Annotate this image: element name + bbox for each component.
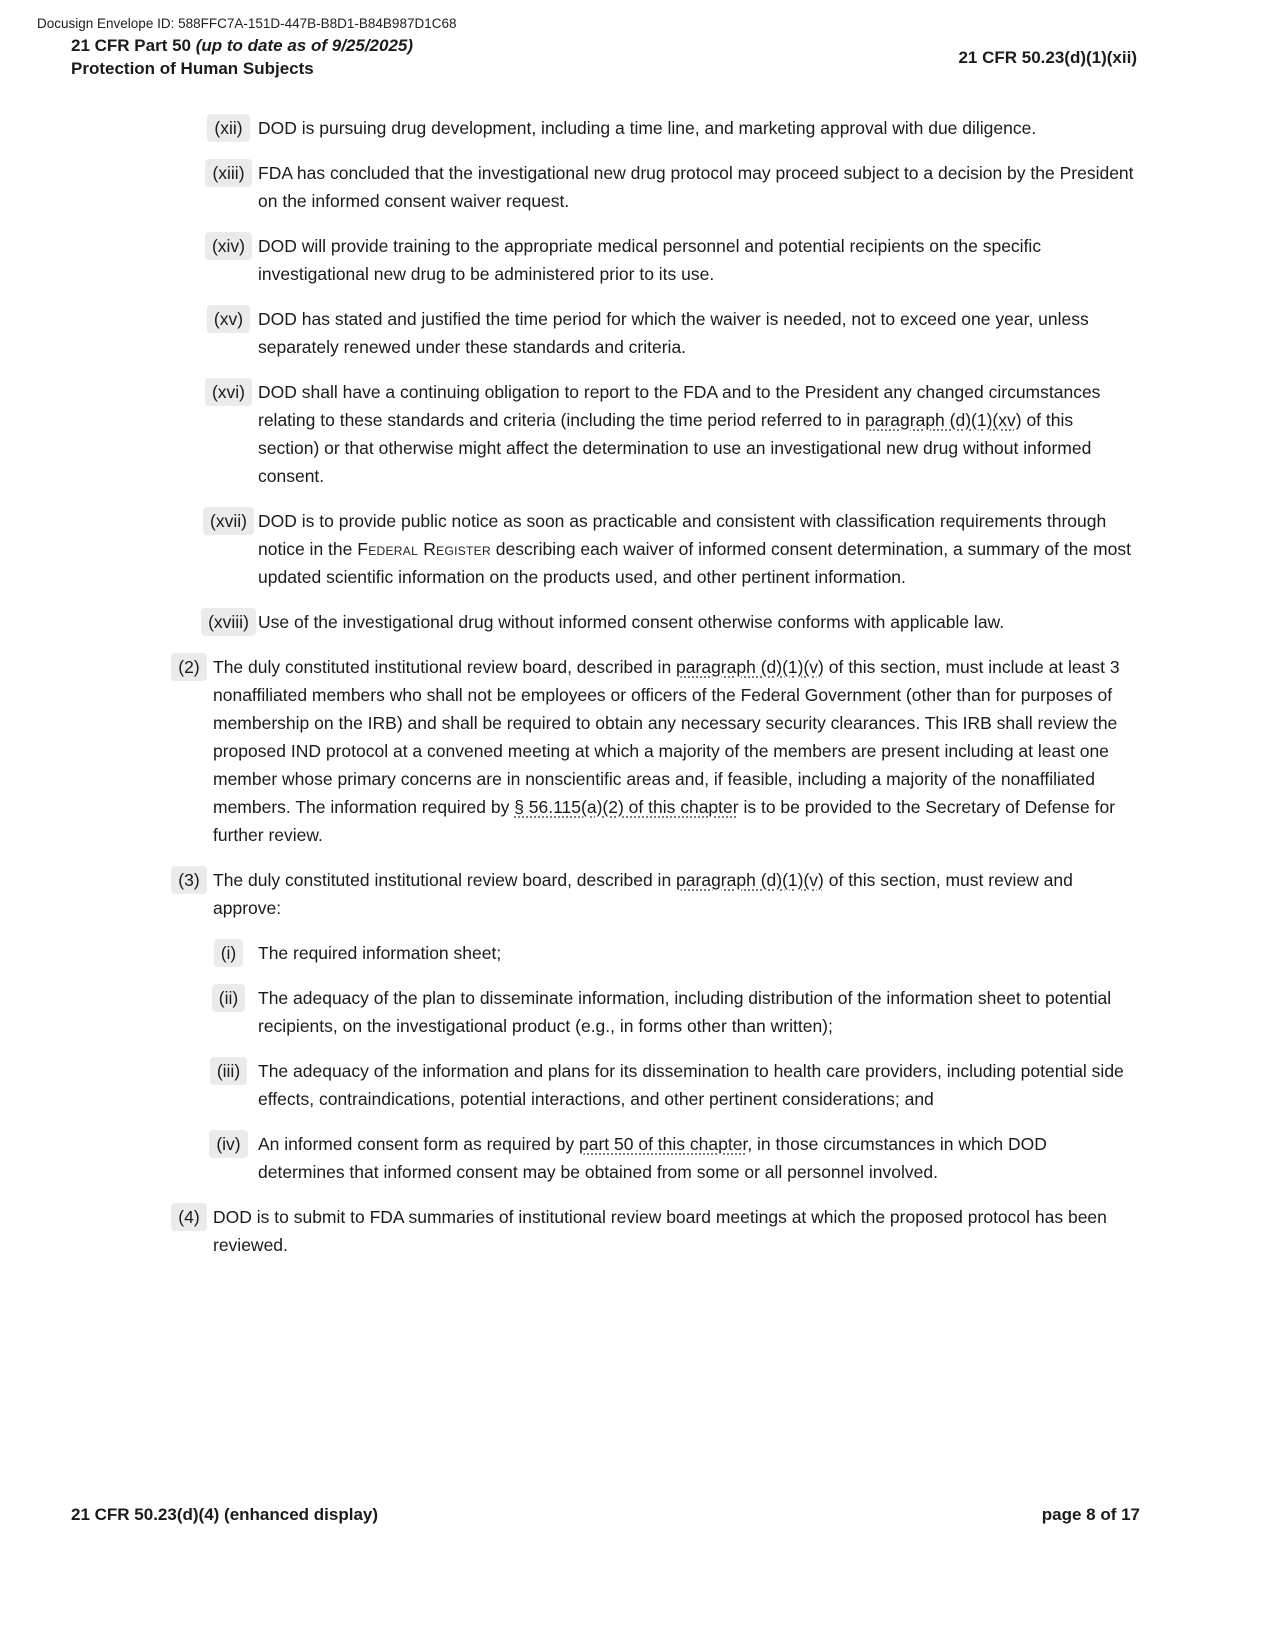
paragraph-label-cell: [199, 507, 258, 535]
paragraph-label: (xii): [207, 114, 249, 142]
paragraph: [165, 866, 1137, 922]
text-run: An informed consent form as required by: [258, 1134, 579, 1154]
paragraph-text: [258, 305, 1137, 361]
federal-register-smallcaps: Federal Register: [357, 539, 491, 559]
document-title: [71, 35, 413, 58]
text-run: The required information sheet;: [258, 943, 502, 963]
text-run: The duly constituted institutional review board, described in: [213, 870, 677, 890]
document-title-block: [71, 35, 413, 80]
text-run: The adequacy of the plan to disseminate information, including distribution of the information sheet to potential recipients, on the investigational product (e.g., in forms other than written);: [258, 988, 1112, 1036]
paragraph-label-cell: [165, 653, 213, 681]
paragraph-text: [258, 608, 1137, 636]
footer-page-number: page 8 of 17: [1041, 1505, 1140, 1524]
paragraph: [199, 1130, 1137, 1186]
paragraph-label: (ii): [212, 984, 245, 1012]
paragraph-text: [258, 1130, 1137, 1186]
paragraph-label: (xv): [207, 305, 250, 333]
running-section-reference: 21 CFR 50.23(d)(1)(xii): [958, 47, 1137, 67]
cfr-reference-link[interactable]: part 50 of this chapter: [579, 1134, 748, 1154]
text-run: DOD is to provide public notice as soon as practicable and consistent with classification requirements through notice in the: [258, 511, 1107, 559]
paragraph-label: (i): [214, 939, 244, 967]
paragraph-label-cell: [199, 1130, 258, 1158]
paragraph-label-cell: [199, 305, 258, 333]
text-run: DOD is to submit to FDA summaries of institutional review board meetings at which the proposed protocol has been reviewed.: [213, 1207, 1107, 1255]
paragraph-label: (2): [171, 653, 206, 681]
text-run: The duly constituted institutional review board, described in: [213, 657, 677, 677]
text-run: DOD is pursuing drug development, including a time line, and marketing approval with due diligence.: [258, 118, 1037, 138]
paragraph-text: [213, 1203, 1137, 1259]
paragraph: [199, 305, 1137, 361]
page-footer: [0, 1505, 1275, 1525]
text-run: of this section, must review and approve:: [213, 870, 1073, 918]
paragraph: [165, 1203, 1137, 1259]
paragraph-text: [213, 866, 1137, 922]
document-title-main: 21 CFR Part 50: [71, 36, 196, 55]
document-body: [0, 80, 1275, 1259]
text-run: describing each waiver of informed consent determination, a summary of the most updated scientific information on the products used, and other pertinent information.: [258, 539, 1131, 587]
cfr-reference-link[interactable]: paragraph (d)(1)(v): [676, 870, 824, 890]
paragraph-label: (xviii): [201, 608, 256, 636]
paragraph: [199, 939, 1137, 967]
paragraph: [199, 984, 1137, 1040]
page-header: [0, 0, 1275, 80]
document-title-date: (up to date as of 9/25/2025): [195, 36, 414, 55]
text-run: of this section) or that otherwise might affect the determination to use an investigational new drug without informed consent.: [258, 410, 1092, 486]
paragraph-text: [258, 507, 1137, 591]
paragraph-label-cell: [199, 939, 258, 967]
paragraph-label: (4): [171, 1203, 206, 1231]
paragraph-label: (iii): [210, 1057, 247, 1085]
document-subtitle: Protection of Human Subjects: [71, 58, 314, 78]
paragraph-label-cell: [199, 1057, 258, 1085]
docusign-envelope-id: Docusign Envelope ID: 588FFC7A-151D-447B-B8D1-B84B987D1C68: [37, 16, 457, 31]
paragraph-label: (xiv): [205, 232, 252, 260]
paragraph-text: [258, 378, 1137, 490]
paragraph-label-cell: [199, 114, 258, 142]
paragraph: [199, 608, 1137, 636]
text-run: DOD has stated and justified the time period for which the waiver is needed, not to exceed one year, unless separately renewed under these standards and criteria.: [258, 309, 1089, 357]
paragraph: [199, 1057, 1137, 1113]
paragraph-label-cell: [199, 232, 258, 260]
paragraph-text: [258, 159, 1137, 215]
paragraph-text: [258, 114, 1137, 142]
paragraph-label-cell: [165, 1203, 213, 1231]
cfr-reference-link[interactable]: paragraph (d)(1)(v): [676, 657, 824, 677]
paragraph-text: [258, 984, 1137, 1040]
cfr-reference-link[interactable]: § 56.115(a)(2) of this chapter: [514, 797, 739, 817]
text-run: FDA has concluded that the investigational new drug protocol may proceed subject to a decision by the President on the informed consent waiver request.: [258, 163, 1134, 211]
paragraph-label-cell: [165, 866, 213, 894]
paragraph-label-cell: [199, 159, 258, 187]
paragraph-label: (xvii): [203, 507, 254, 535]
footer-section-reference: 21 CFR 50.23(d)(4) (enhanced display): [71, 1505, 379, 1524]
paragraph-label: (iv): [209, 1130, 247, 1158]
paragraph-label: (xiii): [205, 159, 251, 187]
paragraph-text: [213, 653, 1137, 849]
text-run: , in those circumstances in which DOD determines that informed consent may be obtained from some or all personnel involved.: [258, 1134, 1047, 1182]
paragraph: [199, 114, 1137, 142]
paragraph-text: [258, 1057, 1137, 1113]
paragraph-text: [258, 939, 1137, 967]
paragraph-label: (3): [171, 866, 206, 894]
paragraph-label-cell: [199, 608, 258, 636]
text-run: DOD shall have a continuing obligation to report to the FDA and to the President any changed circumstances relating to these standards and criteria (including the time period referred to in: [258, 382, 1101, 430]
paragraph-label-cell: [199, 378, 258, 406]
text-run: of this section, must include at least 3 nonaffiliated members who shall not be employees or officers of the Federal Government (other than for purposes of membership on the IRB) and shall be required to obtain any necessary security clearances. This IRB shall review the proposed IND protocol at a convened meeting at which a majority of the members are present including at least one member whose primary concerns are in nonscientific areas and, if feasible, including a majority of the nonaffiliated members. The information required by: [213, 657, 1120, 817]
paragraph-text: [258, 232, 1137, 288]
cfr-reference-link[interactable]: paragraph (d)(1)(xv): [865, 410, 1022, 430]
paragraph-label: (xvi): [205, 378, 252, 406]
text-run: DOD will provide training to the appropriate medical personnel and potential recipients on the specific investigational new drug to be administered prior to its use.: [258, 236, 1042, 284]
text-run: Use of the investigational drug without informed consent otherwise conforms with applicable law.: [258, 612, 1005, 632]
paragraph: [199, 378, 1137, 490]
paragraph: [199, 507, 1137, 591]
paragraph-label-cell: [199, 984, 258, 1012]
text-run: is to be provided to the Secretary of Defense for further review.: [213, 797, 1116, 845]
paragraph: [199, 159, 1137, 215]
text-run: The adequacy of the information and plans for its dissemination to health care providers, including potential side effects, contraindications, potential interactions, and other pertinent considerations; and: [258, 1061, 1124, 1109]
paragraph: [199, 232, 1137, 288]
paragraph: [165, 653, 1137, 849]
